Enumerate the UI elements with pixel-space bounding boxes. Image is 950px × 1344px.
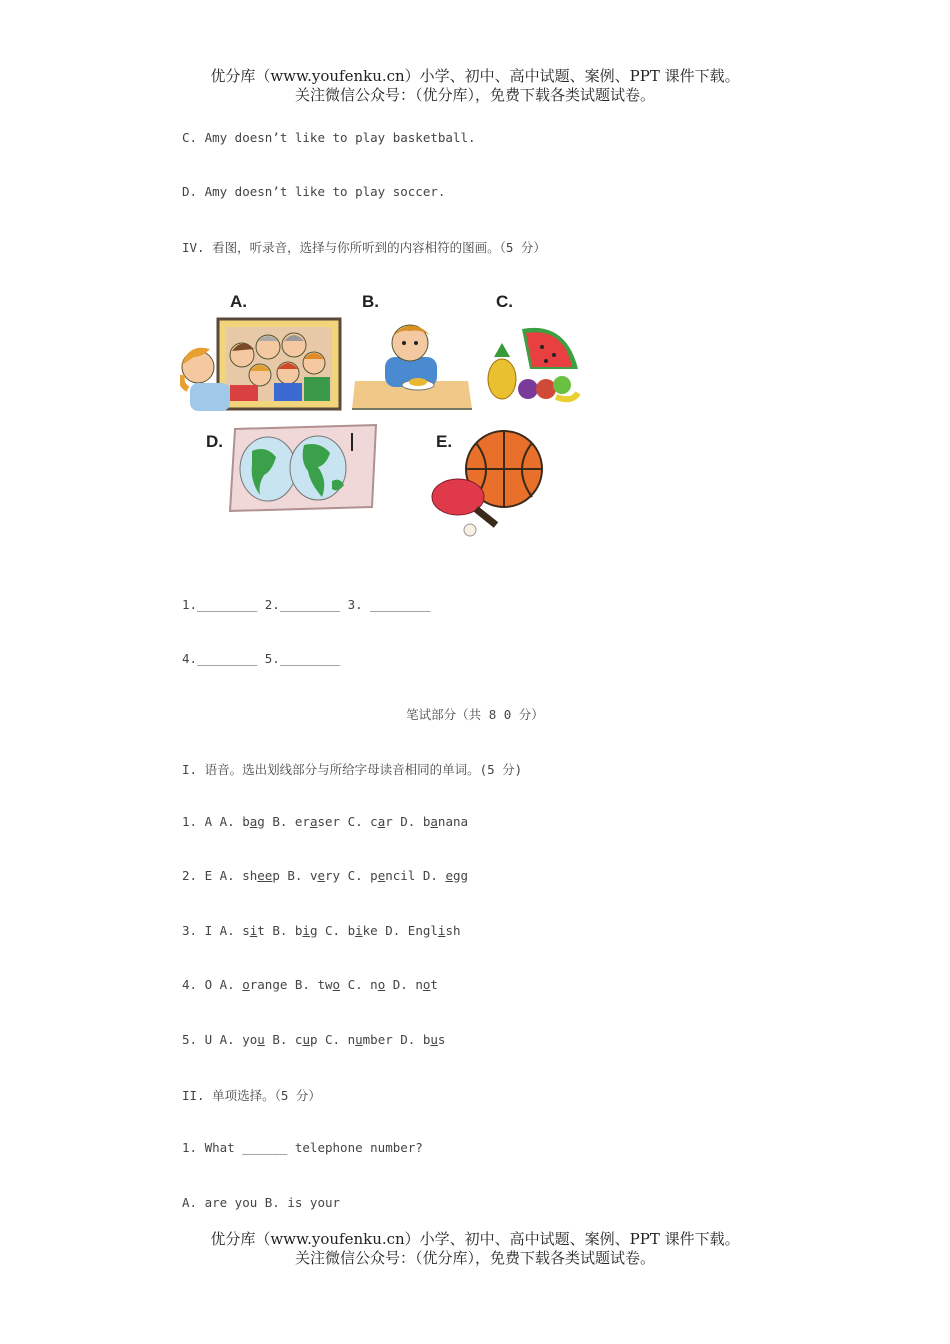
underlined-letters: a — [377, 814, 386, 829]
phonics-text: 1. A A. b — [182, 814, 250, 829]
phonics-text: ke D. Engl — [362, 923, 438, 938]
option-d: D. Amy doesn’t like to play soccer. — [182, 184, 446, 199]
phonics-text: 3. I A. s — [182, 923, 250, 938]
underlined-letters: i — [302, 923, 310, 938]
underlined-letters: e — [317, 868, 326, 883]
listening-pictures — [180, 285, 600, 545]
phonics-text: g B. er — [257, 814, 310, 829]
label-e: E. — [436, 432, 453, 451]
phonics-text: ry C. p — [325, 868, 378, 883]
phonics-text: r D. b — [385, 814, 431, 829]
label-d: D. — [206, 432, 223, 451]
underlined-letters: u — [355, 1032, 363, 1047]
underlined-letters: a — [309, 814, 318, 829]
phonics-text: p B. v — [272, 868, 318, 883]
phonics-row — [182, 868, 468, 883]
label-c: C. — [496, 292, 513, 311]
phonics-row — [182, 923, 461, 938]
picture-c-fruits — [488, 292, 578, 399]
underlined-letters: o — [242, 977, 250, 992]
question-1-options: A. are you B. is your — [182, 1195, 341, 1210]
label-a: A. — [230, 292, 247, 311]
underlined-letters: i — [437, 923, 446, 938]
underlined-letters: o — [377, 977, 386, 992]
phonics-text: s — [437, 1032, 446, 1047]
phonics-text: t B. b — [257, 923, 303, 938]
underlined-letters: e — [445, 868, 453, 883]
phonics-row — [182, 977, 438, 992]
underlined-letters: u — [430, 1032, 438, 1047]
label-b: B. — [362, 292, 379, 311]
phonics-text: gg — [452, 868, 469, 883]
option-c: C. Amy doesn’t like to play basketball. — [182, 130, 476, 145]
picture-a-family-photo — [182, 292, 340, 411]
header-line-2: 关注微信公众号：（优分库），免费下载各类试题试卷。 — [294, 86, 655, 104]
phonics-text: C. n — [340, 977, 378, 992]
footer-line-2: 关注微信公众号：（优分库），免费下载各类试题试卷。 — [294, 1249, 655, 1267]
underlined-letters: u — [302, 1032, 310, 1047]
underlined-letters: ee — [257, 868, 273, 883]
underlined-letters: i — [249, 923, 258, 938]
answer-blanks-1-3: 1.________ 2.________ 3. ________ — [182, 597, 431, 612]
underlined-letters: a — [430, 814, 438, 829]
picture-d-world-map — [206, 425, 376, 511]
phonics-text: t — [430, 977, 438, 992]
phonics-row — [182, 1032, 445, 1047]
picture-b-boy-eating — [352, 292, 472, 409]
phonics-text: ncil D. — [385, 868, 446, 883]
phonics-title: I. 语音。选出划线部分与所给字母读音相同的单词。(5 分) — [182, 762, 523, 777]
underlined-letters: a — [249, 814, 258, 829]
picture-e-balls — [432, 431, 542, 536]
phonics-text: nana — [437, 814, 469, 829]
phonics-text: mber D. b — [362, 1032, 431, 1047]
phonics-text: ser C. c — [317, 814, 378, 829]
phonics-text: p C. n — [309, 1032, 356, 1047]
underlined-letters: u — [257, 1032, 265, 1047]
phonics-row — [182, 814, 468, 829]
answer-blanks-4-5: 4.________ 5.________ — [182, 651, 341, 666]
phonics-text: B. c — [264, 1032, 303, 1047]
underlined-letters: o — [332, 977, 341, 992]
underlined-letters: o — [422, 977, 431, 992]
phonics-text: 4. O A. — [182, 977, 243, 992]
phonics-text: sh — [445, 923, 461, 938]
written-part-title: 笔试部分（共 8 0 分） — [406, 707, 544, 722]
section-iv-title: IV. 看图，听录音，选择与你所听到的内容相符的图画。（5 分） — [182, 240, 546, 255]
phonics-text: 2. E A. sh — [182, 868, 258, 883]
footer-line-1: 优分库（www.youfenku.cn）小学、初中、高中试题、案例、PPT 课件下载。 — [210, 1230, 740, 1248]
choice-title: II. 单项选择。（5 分） — [182, 1088, 321, 1103]
phonics-text: g C. b — [309, 923, 356, 938]
phonics-text: D. n — [385, 977, 423, 992]
phonics-text: 5. U A. yo — [182, 1032, 258, 1047]
question-1: 1. What ______ telephone number? — [182, 1140, 423, 1155]
phonics-text: range B. tw — [249, 977, 333, 992]
underlined-letters: e — [377, 868, 386, 883]
underlined-letters: i — [355, 923, 363, 938]
header-line-1: 优分库（www.youfenku.cn）小学、初中、高中试题、案例、PPT 课件下载。 — [210, 67, 740, 85]
